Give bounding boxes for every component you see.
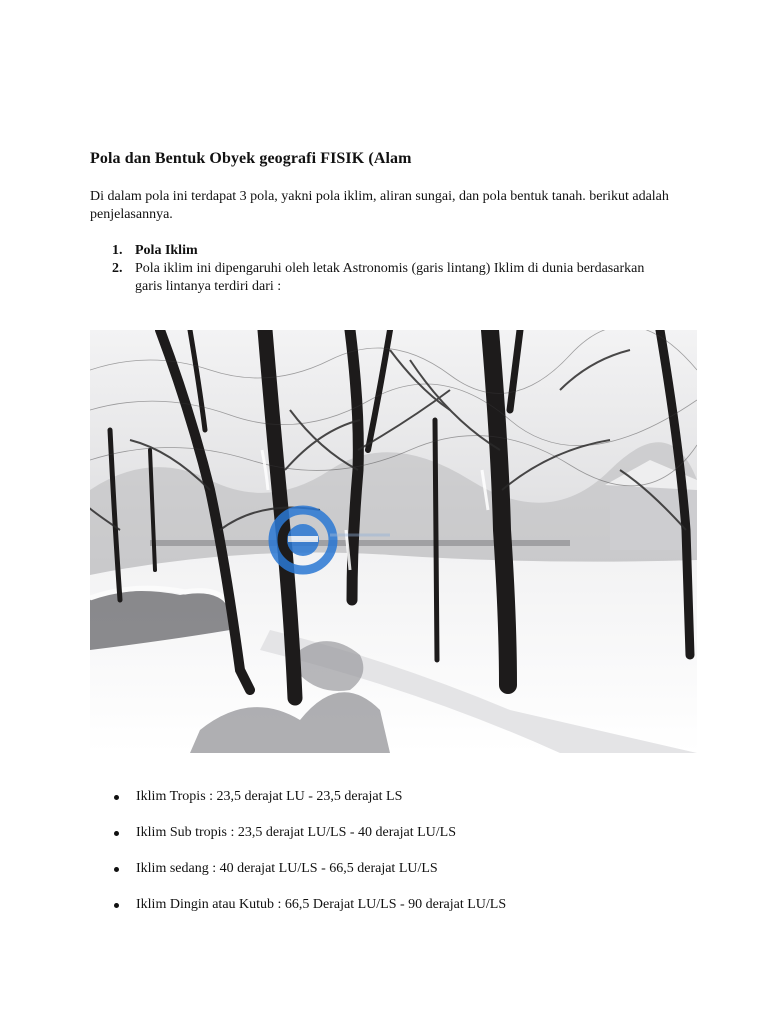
list-number: 2. (112, 261, 123, 276)
list-item-text: Iklim sedang : 40 derajat LU/LS - 66,5 derajat LU/LS (136, 861, 438, 876)
list-item (90, 896, 690, 914)
document-heading: Pola dan Bentuk Obyek geografi FISIK (Alam (90, 150, 412, 167)
bullet-icon (114, 903, 119, 908)
list-item-text: Iklim Sub tropis : 23,5 derajat LU/LS - 40 derajat LU/LS (136, 825, 457, 840)
intro-paragraph: Di dalam pola ini terdapat 3 pola, yakni pola iklim, aliran sungai, dan pola bentuk tanah. berikut adalah penjelasannya. (90, 189, 669, 222)
bullet-icon (114, 831, 119, 836)
numbered-list (90, 242, 650, 296)
list-item-text: Pola Iklim (135, 243, 198, 258)
list-item-text: Iklim Dingin atau Kutub : 66,5 Derajat LU/LS - 90 derajat LU/LS (136, 897, 507, 912)
list-item-text: Iklim Tropis : 23,5 derajat LU - 23,5 derajat LS (136, 789, 403, 804)
bullet-icon (114, 795, 119, 800)
list-number: 1. (112, 243, 123, 258)
climate-zone-list (90, 788, 690, 932)
numbered-list-item (90, 242, 650, 260)
numbered-list-item (90, 260, 650, 296)
bullet-icon (114, 867, 119, 872)
snow-park-photo (90, 330, 697, 753)
list-item (90, 860, 690, 878)
list-item (90, 788, 690, 806)
list-item (90, 824, 690, 842)
list-item-text: Pola iklim ini dipengaruhi oleh letak Astronomis (garis lintang) Iklim di dunia berdasarkan garis lintanya terdiri dari : (135, 261, 645, 294)
